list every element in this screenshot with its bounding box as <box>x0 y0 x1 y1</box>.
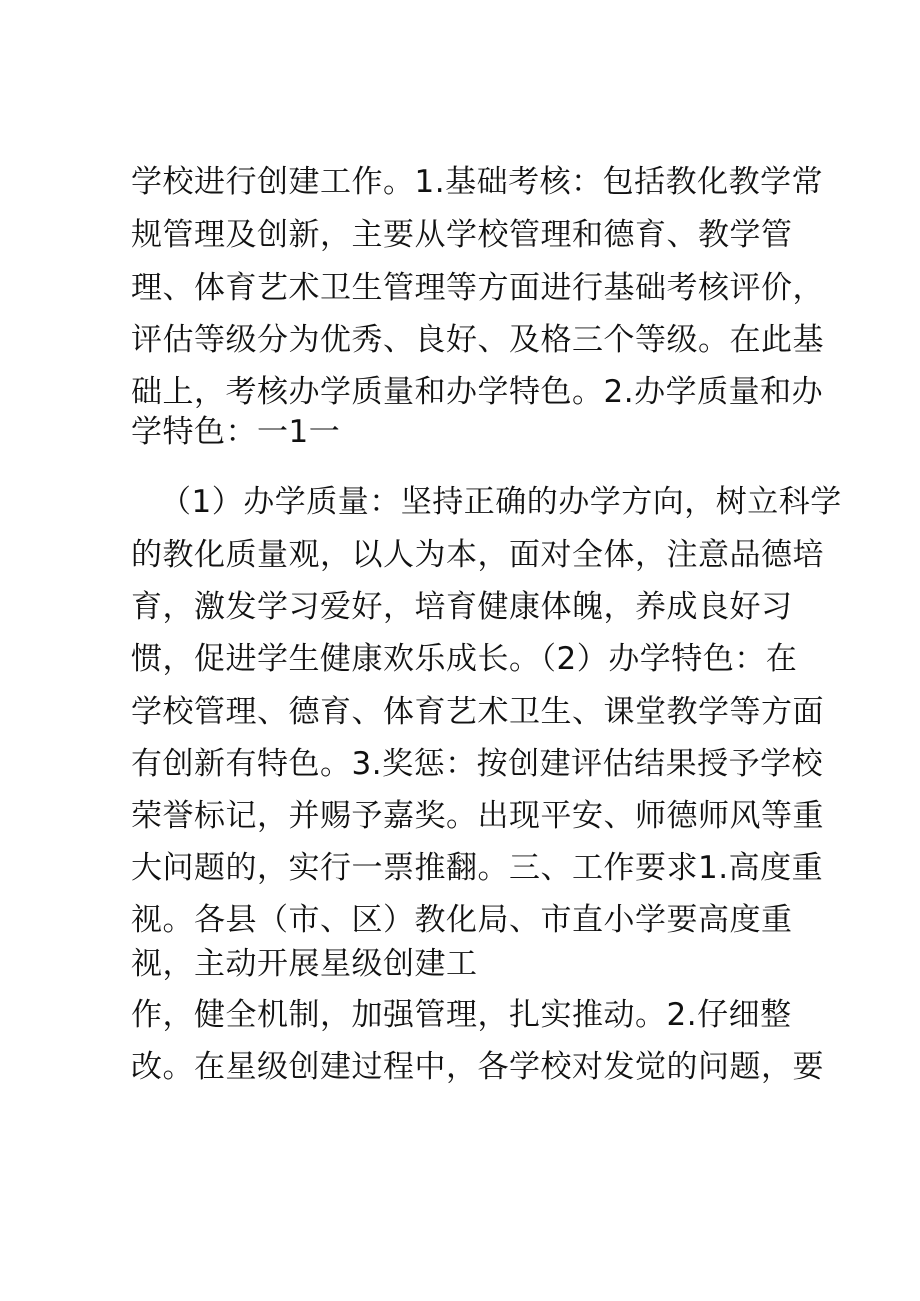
text-line: 有创新有特色。3.奖惩：按创建评估结果授予学校 <box>131 746 824 782</box>
text-line: 的教化质量观，以人为本，面对全体，注意品德培 <box>131 537 824 573</box>
text-line: 规管理及创新，主要从学校管理和德育、教学管 <box>131 217 793 253</box>
text-line: 荣誉标记，并赐予嘉奖。出现平安、师德师风等重 <box>131 798 824 834</box>
text-line: 理、体育艺术卫生管理等方面进行基础考核评价， <box>131 270 824 306</box>
text-line: 育，激发学习爱好，培育健康体魄，养成良好习 <box>131 589 793 625</box>
text-line: 评估等级分为优秀、良好、及格三个等级。在此基 <box>131 322 824 358</box>
text-line: 视，主动开展星级创建工 <box>131 946 478 982</box>
text-line: 作，健全机制，加强管理，扎实推动。2.仔细整 <box>131 997 792 1033</box>
text-line: 大问题的，实行一票推翻。三、工作要求1.高度重 <box>131 850 824 886</box>
text-line: 础上，考核办学质量和办学特色。2.办学质量和办 <box>131 374 824 410</box>
text-line: （1）办学质量：坚持正确的办学方向，树立科学 <box>160 484 842 520</box>
text-line: 学校进行创建工作。1.基础考核：包括教化教学常 <box>131 164 824 200</box>
text-line: 学校管理、德育、体育艺术卫生、课堂教学等方面 <box>131 694 824 730</box>
text-line: 改。在星级创建过程中，各学校对发觉的问题，要 <box>131 1049 824 1085</box>
text-line: 视。各县（市、区）教化局、市直小学要高度重 <box>131 902 793 938</box>
text-line: 学特色：一1一 <box>131 414 341 450</box>
text-line: 惯，促进学生健康欢乐成长。（2）办学特色：在 <box>131 641 798 677</box>
